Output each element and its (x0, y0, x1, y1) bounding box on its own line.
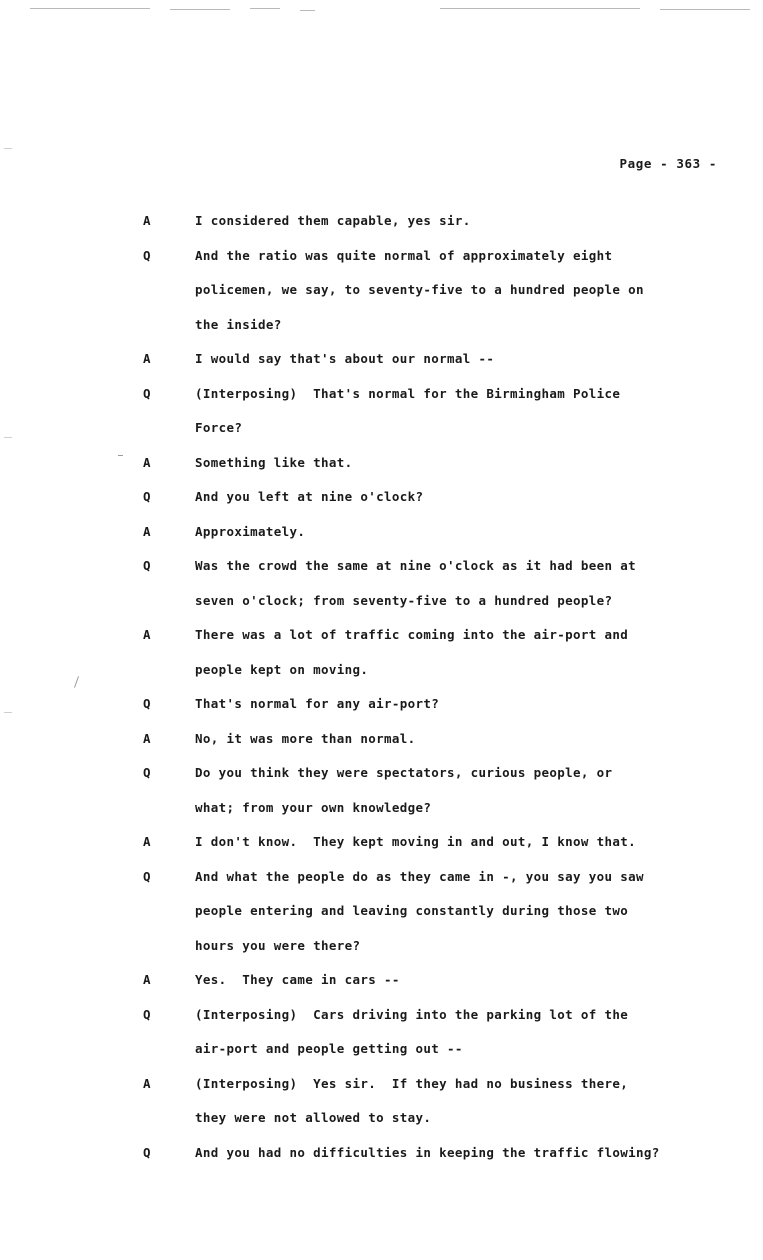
speaker-label: Q (143, 247, 151, 263)
transcript-line: Approximately. (195, 523, 306, 539)
transcript-line: I don't know. They kept moving in and out, I know that. (195, 834, 637, 849)
transcript-line: (Interposing) Cars driving into the parking lot of the (195, 1006, 629, 1022)
qa-text (195, 480, 743, 515)
scan-artifact-margin-tick (118, 455, 123, 456)
qa-block (143, 549, 743, 618)
qa-text (195, 722, 743, 757)
transcript-line: And what the people do as they came in -, you say you saw (195, 868, 644, 884)
speaker-label: Q (143, 385, 151, 401)
qa-text (195, 860, 743, 964)
page-number: Page - 363 - (619, 156, 717, 171)
qa-text (195, 618, 743, 687)
transcript-line: (Interposing) Yes sir. If they had no business there, (195, 1075, 629, 1091)
qa-text (195, 825, 743, 860)
transcript-line: they were not allowed to stay. (195, 1110, 432, 1125)
qa-text (195, 756, 743, 825)
transcript-line: Something like that. (195, 454, 353, 470)
qa-text (195, 549, 743, 618)
transcript-line: air-port and people getting out -- (195, 1041, 463, 1056)
transcript-line: I would say that's about our normal -- (195, 351, 495, 366)
transcript-line: Force? (195, 420, 243, 435)
transcript-line: people entering and leaving constantly during those two (195, 903, 629, 918)
transcript-line: what; from your own knowledge? (195, 799, 432, 815)
transcript-line: There was a lot of traffic coming into the air-port and (195, 627, 629, 642)
qa-text (195, 515, 743, 550)
speaker-label: Q (143, 1006, 151, 1022)
scan-artifact-top (0, 6, 763, 16)
transcript-line: hours you were there? (195, 937, 361, 953)
speaker-label: A (143, 1075, 151, 1091)
speaker-label: Q (143, 558, 151, 573)
transcript-body (143, 204, 743, 1170)
transcript-line: And the ratio was quite normal of approximately eight (195, 247, 613, 263)
speaker-label: Q (143, 765, 151, 780)
transcript-line: policemen, we say, to seventy-five to a hundred people on (195, 282, 644, 297)
qa-text (195, 687, 743, 722)
speaker-label: A (143, 834, 151, 849)
transcript-line: Do you think they were spectators, curious people, or (195, 765, 613, 780)
qa-text (195, 998, 743, 1067)
qa-text (195, 963, 743, 998)
qa-block (143, 204, 743, 239)
speaker-label: Q (143, 489, 151, 504)
scan-artifact-left-lower (4, 712, 12, 713)
qa-block (143, 1136, 743, 1171)
qa-block (143, 998, 743, 1067)
qa-text (195, 204, 743, 239)
qa-text (195, 1067, 743, 1136)
qa-text (195, 239, 743, 343)
scan-artifact-left-mid (4, 437, 12, 438)
qa-block (143, 756, 743, 825)
qa-block (143, 722, 743, 757)
transcript-line: (Interposing) That's normal for the Birmingham Police (195, 385, 621, 401)
scan-artifact-left-upper (4, 148, 12, 149)
speaker-label: Q (143, 1144, 151, 1160)
speaker-label: A (143, 730, 151, 746)
speaker-label: Q (143, 696, 151, 711)
qa-block (143, 446, 743, 481)
transcript-line: I considered them capable, yes sir. (195, 213, 471, 228)
speaker-label: A (143, 213, 151, 228)
speaker-label: A (143, 627, 151, 642)
qa-text (195, 377, 743, 446)
qa-block (143, 515, 743, 550)
speaker-label: A (143, 972, 151, 987)
qa-block (143, 860, 743, 964)
qa-block (143, 480, 743, 515)
qa-block (143, 825, 743, 860)
qa-block (143, 342, 743, 377)
transcript-line: And you left at nine o'clock? (195, 489, 424, 504)
transcript-line: the inside? (195, 316, 282, 332)
qa-block (143, 1067, 743, 1136)
transcript-line: No, it was more than normal. (195, 730, 416, 746)
transcript-line: people kept on moving. (195, 661, 369, 677)
qa-text (195, 1136, 743, 1171)
speaker-label: A (143, 523, 151, 539)
transcript-line: seven o'clock; from seventy-five to a hundred people? (195, 592, 613, 608)
speaker-label: Q (143, 868, 151, 884)
qa-block (143, 687, 743, 722)
transcript-line: And you had no difficulties in keeping the traffic flowing? (195, 1144, 660, 1160)
qa-text (195, 342, 743, 377)
qa-block (143, 239, 743, 343)
speaker-label: A (143, 454, 151, 470)
transcript-line: Was the crowd the same at nine o'clock as it had been at (195, 558, 637, 573)
qa-block (143, 377, 743, 446)
qa-block (143, 963, 743, 998)
qa-block (143, 618, 743, 687)
qa-text (195, 446, 743, 481)
speaker-label: A (143, 351, 151, 366)
transcript-line: That's normal for any air-port? (195, 696, 440, 711)
scan-artifact-margin-slash (74, 676, 79, 688)
transcript-line: Yes. They came in cars -- (195, 972, 400, 987)
